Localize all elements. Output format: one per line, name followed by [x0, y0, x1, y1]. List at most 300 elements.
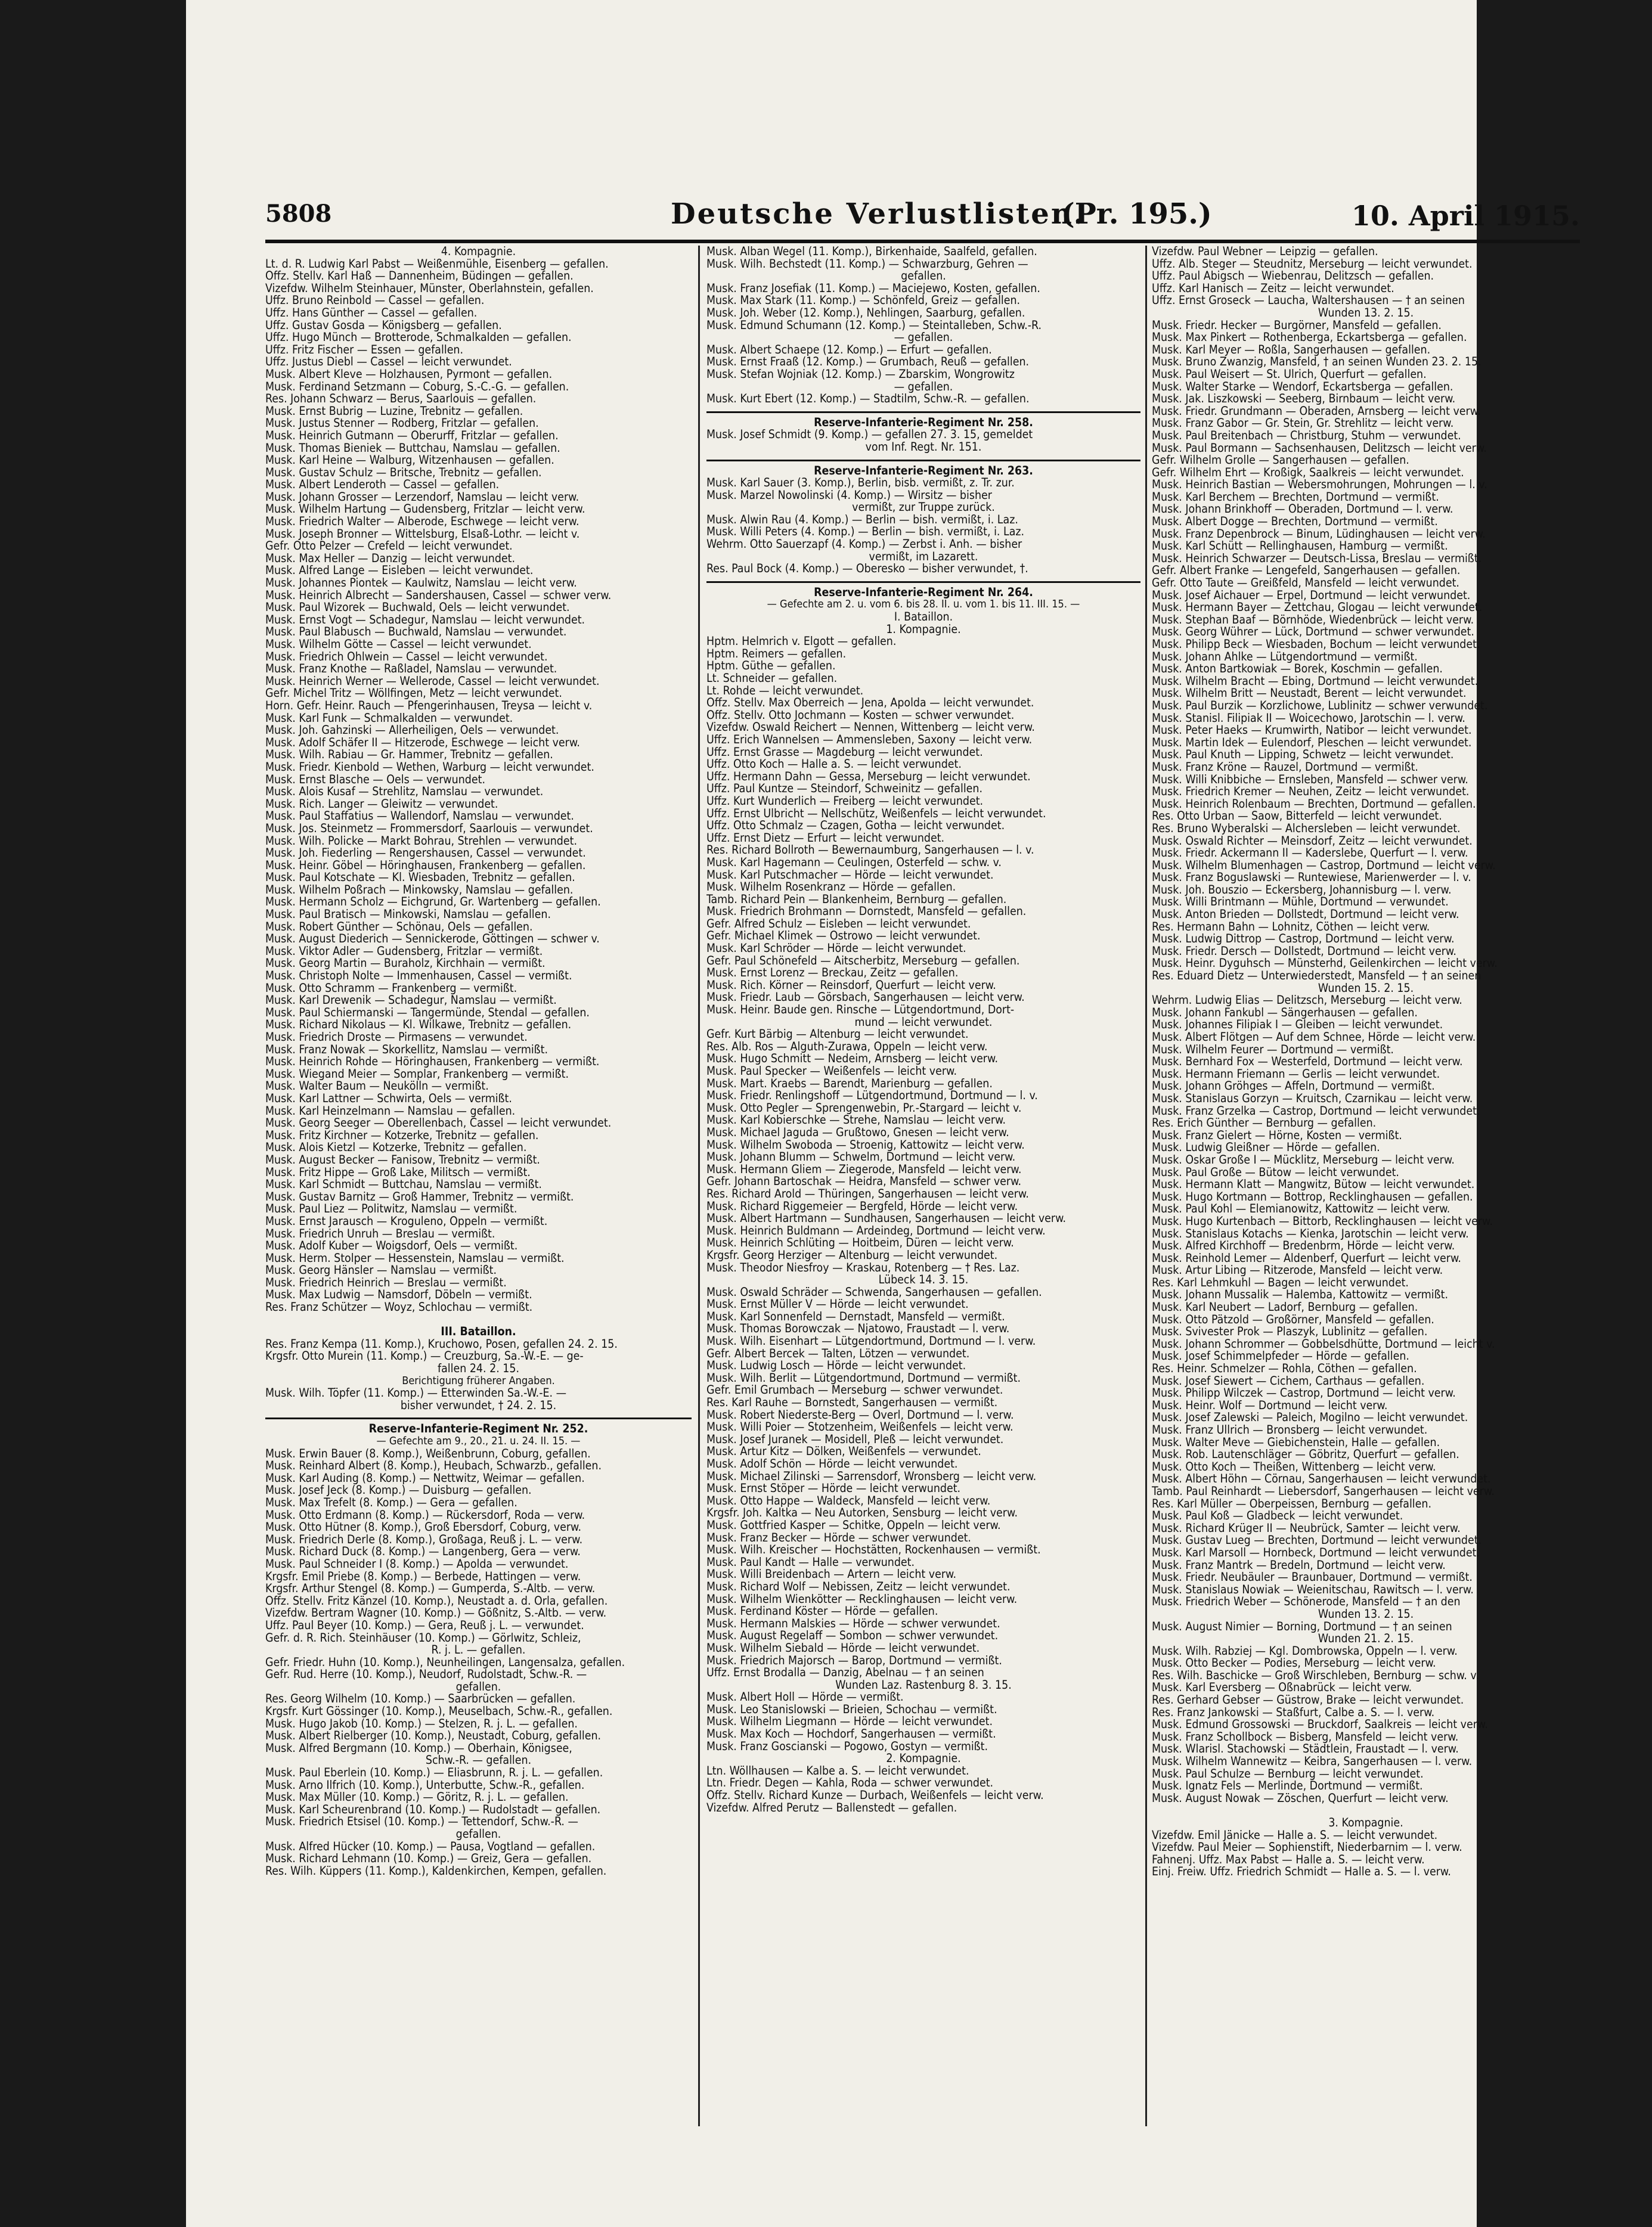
list-line: Musk. August Diederich — Sennickerode, Göttingen — schwer v.	[265, 933, 600, 945]
list-line: Musk. Josef Jeck (8. Komp.) — Duisburg — gefallen.	[265, 1484, 532, 1497]
list-line: Musk. Kurt Ebert (12. Komp.) — Stadtilm, Schw.-R. — gefallen.	[706, 393, 1030, 405]
centered-line: vermißt, im Lazarett.	[869, 550, 978, 563]
list-line: Musk. Arno Ilfrich (10. Komp.), Unterbutte, Schw.-R., gefallen.	[265, 1779, 585, 1792]
list-line: Musk. Ernst Blasche — Oels — verwundet.	[265, 773, 485, 786]
centered-line: gefallen.	[901, 270, 946, 283]
list-line: Musk. Georg Wührer — Lück, Dortmund — schwer verwundet.	[1152, 626, 1474, 638]
centered-line: vermißt, zur Truppe zurück.	[852, 501, 995, 514]
list-line: Musk. Paul Weisert — St. Ulrich, Querfurt — gefallen.	[1152, 368, 1427, 381]
column-1	[265, 246, 692, 2126]
list-line: Musk. Wilh. Bechstedt (11. Komp.) — Schwarzburg, Gehren —	[706, 258, 1028, 271]
list-line: Res. Heinr. Schmelzer — Rohla, Cöthen — gefallen.	[1152, 1363, 1417, 1375]
list-line: Musk. Joh. Bouszio — Eckersberg, Johannisburg — l. verw.	[1152, 883, 1452, 897]
list-line: Musk. Thomas Bieniek — Buttchau, Namslau — gefallen.	[265, 442, 560, 455]
list-line: Musk. Franz Mantrk — Bredeln, Dortmund — leicht verw.	[1152, 1559, 1446, 1572]
list-line: Musk. August Regelaff — Sombon — schwer verwundet.	[706, 1630, 999, 1642]
list-line: Musk. Friedr. Neubäuler — Braunbauer, Dortmund — vermißt.	[1152, 1571, 1473, 1584]
list-line: Musk. Franz Goscianski — Pogowo, Gostyn — vermißt.	[706, 1740, 988, 1753]
list-line: Gefr. Michael Klimek — Ostrowo — leicht verwundet.	[706, 930, 981, 943]
centered-line: vom Inf. Regt. Nr. 151.	[865, 441, 982, 454]
list-line: Uffz. Ernst Ulbricht — Nellschütz, Weißenfels — leicht verwundet.	[706, 807, 1046, 820]
list-line: Musk. Ferdinand Setzmann — Coburg, S.-C.-G. — gefallen.	[265, 380, 569, 393]
centered-line: — gefallen.	[894, 331, 953, 344]
list-line: Musk. Franz Boguslawski — Runtewiese, Marienwerder — l. v.	[1152, 871, 1471, 884]
list-line: Res. Bruno Wyberalski — Alchersleben — leicht verwundet.	[1152, 822, 1461, 835]
list-line: Krgsfr. Georg Herziger — Altenburg — leicht verwundet.	[706, 1249, 998, 1262]
list-line: Musk. Max Koch — Hochdorf, Sangerhausen — vermißt.	[706, 1728, 996, 1741]
list-line: Musk. Mart. Kraebs — Barendt, Marienburg — gefallen.	[706, 1077, 993, 1090]
list-line: Musk. Franz Gielert — Hörne, Kosten — vermißt.	[1152, 1129, 1402, 1142]
section-rule	[265, 1412, 692, 1419]
list-line: Musk. Otto Koch — Theißen, Wittenberg — leicht verw.	[1152, 1460, 1436, 1474]
list-line: Res. Wilh. Baschicke — Groß Wirschleben, Bernburg — schw. v.	[1152, 1669, 1479, 1682]
list-line: Musk. Alfred Kirchhoff — Bredenbrm, Hörde — leicht verw.	[1152, 1240, 1455, 1252]
list-line: Musk. Wlarisl. Stachowski — Städtlein, Fraustadt — l. verw.	[1152, 1743, 1459, 1756]
list-line: Musk. Franz Becker — Hörde — schwer verwundet.	[706, 1531, 971, 1544]
list-line: Musk. Otto Happe — Waldeck, Mansfeld — leicht verw.	[706, 1494, 991, 1508]
list-line: Musk. Wilhelm Swoboda — Stroenig, Kattowitz — leicht verw.	[706, 1139, 1025, 1152]
page-header	[265, 197, 1580, 237]
list-line: Krgsfr. Emil Priebe (8. Komp.) — Berbede, Hattingen — verw.	[265, 1570, 581, 1583]
centered-line: Wunden 15. 2. 15.	[1318, 982, 1414, 995]
list-line: Musk. Max Stark (11. Komp.) — Schönfeld, Greiz — gefallen.	[706, 294, 1021, 307]
list-line: Musk. Johann Schrommer — Gobbelsdhütte, Dortmund — leicht v.	[1152, 1338, 1495, 1351]
list-line: Offz. Stellv. Fritz Känzel (10. Komp.), Neustadt a. d. Orla, gefallen.	[265, 1595, 608, 1608]
list-line: Musk. Paul Burzik — Korzlichowe, Lublinitz — schwer verwundet.	[1152, 699, 1488, 712]
list-line: Musk. Friedrich Walter — Alberode, Eschwege — leicht verw.	[265, 516, 579, 528]
list-line: Gefr. Otto Taute — Greißfeld, Mansfeld — leicht verwundet.	[1152, 577, 1459, 590]
list-line: Uffz. Fritz Fischer — Essen — gefallen.	[265, 343, 464, 356]
list-line: Musk. Otto Pegler — Sprengenwebin, Pr.-Stargard — leicht v.	[706, 1102, 1022, 1115]
list-line: Wehrm. Ludwig Elias — Delitzsch, Merseburg — leicht verw.	[1152, 994, 1462, 1007]
list-line: Musk. Friedrich Majorsch — Barop, Dortmund — vermißt.	[706, 1654, 1002, 1667]
list-line: Musk. Alban Wegel (11. Komp.), Birkenhaide, Saalfeld, gefallen.	[706, 246, 1037, 258]
centered-line: gefallen.	[455, 1828, 501, 1841]
centered-line: I. Bataillon.	[894, 611, 953, 624]
list-line: Res. Richard Bollroth — Bewernaumburg, Sangerhausen — l. v.	[706, 844, 1034, 857]
list-line: Musk. Friedr. Laub — Görsbach, Sangerhausen — leicht verw.	[706, 991, 1025, 1004]
list-line: Krgsfr. Arthur Stengel (8. Komp.) — Gumperda, S.-Altb. — verw.	[265, 1583, 596, 1595]
list-line: Musk. Reinhold Lemer — Aldenberf, Querfurt — leicht verw.	[1152, 1252, 1461, 1265]
list-line: Musk. Franz Gabor — Gr. Stein, Gr. Strehlitz — leicht verw.	[1152, 417, 1454, 430]
list-line: Musk. Wilh. Rabiau — Gr. Hammer, Trebnitz — gefallen.	[265, 749, 553, 761]
list-line: Musk. Paul Schulze — Bernburg — leicht verwundet.	[1152, 1767, 1424, 1781]
list-line: Musk. Karl Kobierschke — Strehe, Namslau — leicht verw.	[706, 1114, 1006, 1127]
list-line: Res. Karl Lehmkuhl — Bagen — leicht verwundet.	[1152, 1276, 1409, 1289]
list-line: Gefr. Albert Franke — Lengefeld, Sangerhausen — gefallen.	[1152, 564, 1461, 578]
list-line: Musk. Paul Eberlein (10. Komp.) — Eliasbrunn, R. j. L. — gefallen.	[265, 1767, 603, 1779]
list-line: Musk. Heinrich Rolenbaum — Brechten, Dortmund — gefallen.	[1152, 798, 1476, 811]
list-line: Musk. Josef Zalewski — Paleich, Mogilno — leicht verwundet.	[1152, 1412, 1468, 1424]
list-line: Musk. Karl Lattner — Schwirta, Oels — vermißt.	[265, 1092, 512, 1105]
list-line: Musk. Friedrich Ohlwein — Cassel — leicht verwundet.	[265, 650, 548, 663]
list-line: Musk. Heinrich Gutmann — Oberurff, Fritzlar — gefallen.	[265, 429, 559, 442]
list-line: Musk. Wilhelm Siebald — Hörde — leicht verwundet.	[706, 1642, 980, 1655]
list-line: Offz. Stellv. Karl Haß — Dannenheim, Büdingen — gefallen.	[265, 270, 574, 283]
list-line: Vizefdw. Bertram Wagner (10. Komp.) — Gößnitz, S.-Altb. — verw.	[265, 1607, 607, 1620]
list-line: Tamb. Richard Pein — Blankenheim, Bernburg — gefallen.	[706, 893, 1007, 906]
list-line: Musk. August Nimier — Borning, Dortmund — † an seinen	[1152, 1620, 1452, 1633]
list-line: Hptm. Güthe — gefallen.	[706, 660, 836, 672]
list-line: Musk. Joseph Bronner — Wittelsburg, Elsaß-Lothr. — leicht v.	[265, 528, 580, 541]
list-line: Musk. Alwin Rau (4. Komp.) — Berlin — bish. vermißt, i. Laz.	[706, 513, 1018, 526]
list-line: Musk. Willi Breidenbach — Artern — leicht verw.	[706, 1568, 957, 1581]
list-line: Musk. Karl Neubert — Ladorf, Bernburg — gefallen.	[1152, 1301, 1418, 1314]
list-line: Musk. Richard Duck (8. Komp.) — Langenberg, Gera — verw.	[265, 1546, 581, 1558]
list-line: Musk. Georg Martin — Buraholz, Kirchhain — vermißt.	[265, 957, 545, 970]
list-line: Uffz. Hermann Dahn — Gessa, Merseburg — leicht verwundet.	[706, 770, 1031, 783]
list-line: Musk. Jos. Steinmetz — Frommersdorf, Saarlouis — verwundet.	[265, 822, 593, 835]
centered-line: Lübeck 14. 3. 15.	[878, 1274, 969, 1286]
list-line: Musk. Heinrich Schlüting — Hoitbeim, Düren — leicht verw.	[706, 1237, 1014, 1249]
list-line: Musk. Erwin Bauer (8. Komp.), Weißenbrunn, Coburg, gefallen.	[265, 1447, 591, 1460]
section-subheading: Berichtigung früherer Angaben.	[402, 1375, 555, 1387]
list-line: Musk. Hugo Schmitt — Nedeim, Arnsberg — leicht verw.	[706, 1053, 998, 1065]
list-line: Musk. Alfred Lange — Eisleben — leicht verwundet.	[265, 564, 534, 578]
list-line: Musk. Heinrich Rohde — Höringhausen, Frankenberg — vermißt.	[265, 1056, 600, 1068]
column-2	[706, 246, 1140, 2126]
list-line: Musk. Christoph Nolte — Immenhausen, Cassel — vermißt.	[265, 970, 572, 982]
list-line: Musk. Paul Kandt — Halle — verwundet.	[706, 1556, 915, 1569]
list-line: Gefr. Friedr. Huhn (10. Komp.), Neunheilingen, Langensalza, gefallen.	[265, 1656, 625, 1669]
list-line: Musk. Philipp Wilczek — Castrop, Dortmund — leicht verw.	[1152, 1387, 1456, 1400]
list-line: Musk. Leo Stanislowski — Brieien, Schochau — vermißt.	[706, 1703, 997, 1716]
list-line: Musk. Johann Ahlke — Lütgendortmund — vermißt.	[1152, 650, 1418, 663]
list-line: Musk. Theodor Niesfroy — Kraskau, Rotenberg — † Res. Laz.	[706, 1261, 1020, 1274]
list-line: Musk. Johann Blumm — Schwelm, Dortmund — leicht verw.	[706, 1151, 1016, 1164]
list-line: Lt. d. R. Ludwig Karl Pabst — Weißenmühle, Eisenberg — gefallen.	[265, 258, 609, 271]
list-line: Musk. Georg Seeger — Oberellenbach, Cassel — leicht verwundet.	[265, 1117, 612, 1130]
list-line: Musk. Karl Hagemann — Ceulingen, Osterfeld — schw. v.	[706, 856, 1002, 869]
list-line: Musk. Richard Wolf — Nebissen, Zeitz — leicht verwundet.	[706, 1580, 1011, 1593]
list-line: Musk. Hermann Klatt — Mangwitz, Bütow — leicht verwundet.	[1152, 1178, 1475, 1191]
list-line: Ltn. Wöllhausen — Kalbe a. S. — leicht verwundet.	[706, 1764, 969, 1778]
list-line: Vizefdw. Alfred Perutz — Ballenstedt — gefallen.	[706, 1801, 957, 1815]
list-line: Musk. Karl Sauer (3. Komp.), Berlin, bisb. vermißt, z. Tr. zur.	[706, 477, 1015, 489]
list-line: Musk. Stanisl. Filipiak II — Woicechowo, Jarotschin — l. verw.	[1152, 712, 1465, 725]
list-line: Musk. Rich. Körner — Reinsdorf, Querfurt — leicht verw.	[706, 979, 996, 992]
list-line: Musk. Willi Knibbiche — Ernsleben, Mansfeld — schwer verw.	[1152, 773, 1468, 786]
list-line: Uffz. Hans Günther — Cassel — gefallen.	[265, 306, 478, 320]
list-line: Ltn. Friedr. Degen — Kahla, Roda — schwer verwundet.	[706, 1777, 994, 1790]
list-line: Musk. Reinhard Albert (8. Komp.), Heubach, Schwarzb., gefallen.	[265, 1460, 602, 1472]
list-line: Gefr. Paul Schönefeld — Aitscherbitz, Merseburg — gefallen.	[706, 954, 1020, 967]
list-line: Musk. Wilhelm Blumenhagen — Castrop, Dortmund — leicht verw.	[1152, 859, 1496, 872]
list-line: Musk. Karl Meyer — Roßla, Sangerhausen — gefallen.	[1152, 343, 1431, 356]
list-line: Musk. Karl Schmidt — Buttchau, Namslau — vermißt.	[265, 1178, 542, 1191]
list-line: Musk. Johann Grosser — Lerzendorf, Namslau — leicht verw.	[265, 491, 579, 504]
issue-date: 10. April 1915.	[1351, 200, 1580, 232]
list-line: Musk. Ernst Lorenz — Breckau, Zeitz — gefallen.	[706, 967, 959, 979]
list-line: Lt. Rohde — leicht verwundet.	[706, 684, 864, 697]
list-line: Musk. Paul Große — Bütow — leicht verwundet.	[1152, 1166, 1399, 1179]
list-line: Musk. Philipp Beck — Wiesbaden, Bochum — leicht verwundet.	[1152, 638, 1480, 651]
centered-line: Wunden Laz. Rastenburg 8. 3. 15.	[835, 1679, 1012, 1692]
list-line: Musk. Wilh. Policke — Markt Bohrau, Strehlen — verwundet.	[265, 835, 577, 848]
list-line: Musk. Friedrich Derle (8. Komp.), Großaga, Reuß j. L. — verw.	[265, 1533, 583, 1546]
centered-line: — gefallen.	[894, 380, 953, 393]
list-line: Musk. Franz Grzelka — Castrop, Dortmund — leicht verwundet.	[1152, 1105, 1480, 1118]
list-line: Musk. Otto Erdmann (8. Komp.) — Rückersdorf, Roda — verw.	[265, 1509, 585, 1522]
list-line: Musk. Paul Koß — Gladbeck — leicht verwundet.	[1152, 1510, 1403, 1522]
list-line: Uffz. Ernst Dietz — Erfurt — leicht verwundet.	[706, 832, 945, 845]
list-line: Musk. Paul Bormann — Sachsenhausen, Delitzsch — leicht verw.	[1152, 442, 1487, 455]
list-line: Musk. Max Trefelt (8. Komp.) — Gera — gefallen.	[265, 1496, 517, 1509]
list-line: Musk. Franz Ullrich — Bronsberg — leicht verwundet.	[1152, 1424, 1428, 1437]
list-line: Musk. Wilhelm Poßrach — Minkowsky, Namslau — gefallen.	[265, 883, 574, 897]
list-line: Musk. Edmund Schumann (12. Komp.) — Steintalleben, Schw.-R.	[706, 319, 1042, 332]
spacer	[1152, 1804, 1580, 1817]
list-line: Musk. Robert Niederste-Berg — Overl, Dortmund — l. verw.	[706, 1409, 1014, 1422]
centered-line: Wunden 13. 2. 15.	[1318, 1608, 1414, 1621]
list-line: Res. Johann Schwarz — Berus, Saarlouis — gefallen.	[265, 393, 537, 405]
list-line: Gefr. Otto Pelzer — Crefeld — leicht verwundet.	[265, 540, 513, 553]
list-line: Musk. Heinrich Buldmann — Ardeindeg, Dortmund — leicht verw.	[706, 1224, 1046, 1237]
list-line: Offz. Stellv. Otto Jochmann — Kosten — schwer verwundet.	[706, 709, 1015, 722]
list-line: Musk. Stephan Baaf — Börnhöde, Wiedenbrück — leicht verw.	[1152, 613, 1474, 626]
centered-line: 2. Kompagnie.	[886, 1753, 961, 1765]
list-line: Res. Franz Schützer — Woyz, Schlochau — vermißt.	[265, 1301, 533, 1314]
section-subheading: — Gefechte am 2. u. vom 6. bis 28. II. u. vom 1. bis 11. III. 15. —	[767, 598, 1080, 611]
list-line: Musk. Albert Höhn — Cörnau, Sangerhausen — leicht verwundet.	[1152, 1473, 1491, 1485]
list-line: Res. Georg Wilhelm (10. Komp.) — Saarbrücken — gefallen.	[265, 1693, 576, 1706]
list-line: Musk. Viktor Adler — Gudensberg, Fritzlar — vermißt.	[265, 945, 543, 958]
list-line: Musk. Heinrich Werner — Wellerode, Cassel — leicht verwundet.	[265, 675, 600, 688]
list-line: Musk. Michael Jaguda — Grußtowo, Gnesen — leicht verw.	[706, 1126, 1009, 1139]
list-line: Musk. Josef Schimmelpfeder — Hörde — gefallen.	[1152, 1350, 1409, 1363]
list-line: Musk. Willi Poier — Stotzenheim, Weißenfels — leicht verw.	[706, 1421, 1013, 1434]
list-line: Musk. Friedrich Unruh — Breslau — vermißt.	[265, 1227, 495, 1240]
publication-title: Deutsche Verlustlisten.	[671, 197, 1086, 231]
list-line: Musk. Karl Auding (8. Komp.) — Nettwitz, Weimar — gefallen.	[265, 1472, 585, 1485]
list-line: Uffz. Bruno Reinbold — Cassel — gefallen.	[265, 294, 485, 307]
list-line: Uffz. Ernst Groseck — Laucha, Waltershausen — † an seinen	[1152, 294, 1465, 307]
list-line: Musk. Karl Funk — Schmalkalden — verwundet.	[265, 712, 513, 725]
list-line: Uffz. Erich Wannelsen — Ammensleben, Saxony — leicht verw.	[706, 733, 1033, 746]
list-line: Lt. Schneider — gefallen.	[706, 672, 838, 685]
list-line: Musk. Wilh. Kreischer — Hochstätten, Rockenhausen — vermißt.	[706, 1544, 1041, 1556]
header-rule	[265, 240, 1580, 243]
column-divider	[1145, 246, 1147, 2126]
list-line: Musk. Oswald Schräder — Schwenda, Sangerhausen — gefallen.	[706, 1286, 1042, 1299]
list-line: Musk. Peter Haeks — Krumwirth, Natibor — leicht verwundet.	[1152, 724, 1472, 737]
list-line: Gefr. Rud. Herre (10. Komp.), Neudorf, Rudolstadt, Schw.-R. —	[265, 1668, 587, 1681]
list-line: Musk. Paul Blabusch — Buchwald, Namslau — verwundet.	[265, 626, 567, 638]
list-line: Musk. Heinrich Albrecht — Sandershausen, Cassel — schwer verw.	[265, 589, 612, 602]
list-line: Uffz. Justus Diebl — Cassel — leicht verwundet.	[265, 356, 512, 368]
column-3	[1152, 246, 1580, 2126]
list-line: Musk. Heinrich Schwarzer — Deutsch-Lissa, Breslau — vermißt.	[1152, 552, 1482, 565]
list-line: Musk. Walter Baum — Neukölln — vermißt.	[265, 1080, 489, 1093]
centered-line: gefallen.	[455, 1680, 501, 1693]
list-line: Musk. Anton Bartkowiak — Borek, Koschmin — gefallen.	[1152, 663, 1443, 675]
centered-line: 1. Kompagnie.	[886, 623, 961, 636]
list-line: Musk. Albert Hartmann — Sundhausen, Sangerhausen — leicht verw.	[706, 1212, 1067, 1225]
list-line: Musk. Fritz Hippe — Groß Lake, Militsch — vermißt.	[265, 1166, 531, 1179]
list-line: Res. Richard Arold — Thüringen, Sangerhausen — leicht verw.	[706, 1187, 1029, 1201]
list-line: Musk. Johannes Piontek — Kaulwitz, Namslau — leicht verw.	[265, 577, 577, 590]
list-line: Musk. Otto Schramm — Frankenberg — vermißt.	[265, 982, 517, 995]
list-line: Musk. Ernst Jarausch — Kroguleno, Oppeln — vermißt.	[265, 1215, 548, 1228]
list-line: Musk. Wiegand Meier — Somplar, Frankenberg — vermißt.	[265, 1068, 569, 1081]
list-line: Offz. Stellv. Richard Kunze — Durbach, Weißenfels — leicht verw.	[706, 1789, 1044, 1802]
list-line: Musk. Paul Schneider I (8. Komp.) — Apolda — verwundet.	[265, 1558, 569, 1571]
column-divider	[698, 246, 700, 2126]
list-line: Musk. Alfred Bergmann (10. Komp.) — Oberhain, Königsee,	[265, 1742, 572, 1755]
list-line: Musk. Johann Gröhges — Affeln, Dortmund — vermißt.	[1152, 1080, 1435, 1093]
section-rule	[706, 575, 1140, 583]
list-line: Musk. Wilhelm Britt — Neustadt, Berent — leicht verwundet.	[1152, 687, 1467, 700]
list-line: Musk. Friedrich Droste — Pirmasens — verwundet.	[265, 1031, 528, 1044]
list-line: Fahnenj. Uffz. Max Pabst — Halle a. S. — leicht verw.	[1152, 1853, 1425, 1866]
list-line: Musk. Friedrich Kremer — Neuhen, Zeitz — leicht verwundet.	[1152, 786, 1470, 798]
list-line: Musk. Max Pinkert — Rothenberga, Eckartsberga — gefallen.	[1152, 331, 1467, 344]
list-line: Uffz. Otto Koch — Halle a. S. — leicht verwundet.	[706, 758, 962, 771]
list-line: Musk. Johann Fankubl — Sängerhausen — gefallen.	[1152, 1006, 1418, 1019]
list-line: Musk. Albert Dogge — Brechten, Dortmund — vermißt.	[1152, 516, 1438, 528]
list-line: Musk. Gustav Barnitz — Groß Hammer, Trebnitz — vermißt.	[265, 1190, 574, 1204]
list-line: Musk. Richard Lehmann (10. Komp.) — Greiz, Gera — gefallen.	[265, 1853, 592, 1865]
list-line: Musk. Jak. Liszkowski — Seeberg, Birnbaum — leicht verw.	[1152, 393, 1456, 405]
list-line: Musk. Johann Mussalik — Halemba, Kattowitz — vermißt.	[1152, 1289, 1448, 1302]
list-line: Musk. Max Heller — Danzig — leicht verwundet.	[265, 552, 516, 565]
list-line: Gefr. Albert Bercek — Talten, Lötzen — verwundet.	[706, 1347, 970, 1360]
centered-line: bisher verwundet, † 24. 2. 15.	[400, 1399, 557, 1412]
list-line: Musk. Friedrich Etsisel (10. Komp.) — Tettendorf, Schw.-R. —	[265, 1816, 578, 1828]
list-line: Musk. Paul Schiermanski — Tangermünde, Stendal — gefallen.	[265, 1006, 590, 1019]
list-line: Musk. Paul Bratisch — Minkowski, Namslau — gefallen.	[265, 908, 551, 921]
list-line: Musk. Paul Wizorek — Buchwald, Oels — leicht verwundet.	[265, 601, 570, 614]
list-line: Gefr. Alfred Schulz — Eisleben — leicht verwundet.	[706, 917, 971, 930]
list-line: Gefr. Wilhelm Ehrt — Kroßigk, Saalkreis — leicht verwundet.	[1152, 466, 1464, 479]
list-line: Musk. Joh. Gahzinski — Allerheiligen, Oels — verwundet.	[265, 724, 559, 737]
list-line: Musk. Hugo Kurtenbach — Bittorb, Recklinghausen — leicht verw.	[1152, 1215, 1493, 1228]
list-line: Musk. Wilhelm Liegmann — Hörde — leicht verwundet.	[706, 1716, 993, 1729]
list-line: Musk. Martin Idek — Eulendorf, Pleschen — leicht verwundet.	[1152, 736, 1472, 749]
list-line: Musk. Friedrich Brohmann — Dornstedt, Mansfeld — gefallen.	[706, 905, 1027, 918]
list-line: Musk. Rob. Lautenschläger — Göbritz, Querfurt — gefallen.	[1152, 1449, 1459, 1461]
list-line: Musk. Franz Kröne — Rauzel, Dortmund — vermißt.	[1152, 761, 1418, 774]
list-line: Musk. Hugo Kortmann — Bottrop, Recklinghausen — gefallen.	[1152, 1190, 1473, 1204]
list-line: Musk. Anton Brieden — Dollstedt, Dortmund — leicht verw.	[1152, 908, 1459, 921]
list-line: Musk. Ludwig Dittrop — Castrop, Dortmund — leicht verw.	[1152, 933, 1455, 945]
list-line: Res. Gerhard Gebser — Güstrow, Brake — leicht verwundet.	[1152, 1694, 1464, 1707]
list-line: Musk. Richard Nikolaus — Kl. Wilkawe, Trebnitz — gefallen.	[265, 1019, 572, 1031]
list-line: Krgsfr. Joh. Kaltka — Neu Autorken, Sensburg — leicht verw.	[706, 1507, 1018, 1519]
list-line: Musk. Wilh. Berlit — Lütgendortmund, Dortmund — vermißt.	[706, 1372, 1021, 1385]
section-subheading: — Gefechte am 9., 20., 21. u. 24. II. 15. —	[376, 1435, 581, 1447]
section-heading: Reserve-Infanterie-Regiment Nr. 252.	[368, 1423, 588, 1435]
list-line: Musk. Justus Stenner — Rodberg, Fritzlar — gefallen.	[265, 417, 539, 430]
list-line: Musk. Ernst Müller V — Hörde — leicht verwundet.	[706, 1298, 969, 1311]
list-line: Musk. Friedr. Grundmann — Oberaden, Arnsberg — leicht verw.	[1152, 405, 1481, 418]
list-line: Musk. Wilhelm Feurer — Dortmund — vermißt.	[1152, 1043, 1394, 1056]
list-line: Musk. Josef Siewert — Cichem, Carthaus — gefallen.	[1152, 1375, 1425, 1388]
centered-line: R. j. L. — gefallen.	[431, 1644, 526, 1657]
list-line: Musk. Karl Schütt — Rellinghausen, Hamburg — vermißt.	[1152, 540, 1448, 553]
list-line: Gefr. Michel Tritz — Wöllfingen, Metz — leicht verwundet.	[265, 687, 562, 700]
centered-line: Wunden 13. 2. 15.	[1318, 306, 1414, 320]
list-line: Res. Karl Müller — Oberpeissen, Bernburg — gefallen.	[1152, 1497, 1431, 1510]
list-line: Musk. Stanislaus Gorzyn — Kruitsch, Czarnikau — leicht verw.	[1152, 1092, 1473, 1105]
list-line: Uffz. Paul Beyer (10. Komp.) — Gera, Reuß j. L. — verwundet.	[265, 1619, 584, 1632]
list-line: Musk. Otto Pätzold — Großörner, Mansfeld — gefallen.	[1152, 1313, 1434, 1326]
list-line: Uffz. Otto Schmalz — Czagen, Gotha — leicht verwundet.	[706, 820, 1005, 832]
list-line: Musk. Albert Rielberger (10. Komp.), Neustadt, Coburg, gefallen.	[265, 1730, 602, 1742]
list-line: Musk. Adolf Kuber — Woigsdorf, Oels — vermißt.	[265, 1240, 518, 1252]
list-line: Musk. Wilhelm Götte — Cassel — leicht verwundet.	[265, 638, 532, 651]
list-line: Musk. Robert Günther — Schönau, Oels — gefallen.	[265, 920, 533, 933]
list-line: Musk. Thomas Borowczak — Njatowo, Fraustadt — l. verw.	[706, 1323, 1010, 1336]
list-line: Musk. Heinr. Dyguhsch — Münsterhd, Geilenkirchen — leicht verw.	[1152, 957, 1498, 970]
list-line: Musk. Ferdinand Köster — Hörde — gefallen.	[706, 1605, 938, 1618]
list-line: Musk. Gustav Schulz — Britsche, Trebnitz — gefallen.	[265, 466, 542, 479]
list-line: Musk. Otto Becker — Podies, Merseburg — leicht verw.	[1152, 1657, 1436, 1670]
list-line: Musk. Karl Heinzelmann — Namslau — gefallen.	[265, 1105, 516, 1118]
list-line: Musk. Josef Schmidt (9. Komp.) — gefallen 27. 3. 15, gemeldet	[706, 429, 1033, 441]
list-line: Res. Paul Bock (4. Komp.) — Oberesko — bisher verwundet, †.	[706, 563, 1028, 575]
list-line: Krgsfr. Otto Murein (11. Komp.) — Creuzburg, Sa.-W.-E. — ge-	[265, 1350, 584, 1363]
list-line: Hptm. Reimers — gefallen.	[706, 647, 847, 660]
list-line: Musk. Alois Kietzl — Kotzerke, Trebnitz — gefallen.	[265, 1142, 527, 1154]
list-line: Musk. Willi Brintmann — Mühle, Dortmund — verwundet.	[1152, 896, 1449, 909]
centered-line: fallen 24. 2. 15.	[437, 1363, 520, 1375]
centered-line: Wunden 21. 2. 15.	[1318, 1633, 1414, 1645]
list-line: Musk. Richard Krüger II — Neubrück, Samter — leicht verw.	[1152, 1522, 1461, 1535]
list-line: Musk. Karl Sonnenfeld — Dernstadt, Mansfeld — vermißt.	[706, 1310, 1005, 1323]
list-line: Res. Franz Kempa (11. Komp.), Kruchowo, Posen, gefallen 24. 2. 15.	[265, 1338, 618, 1351]
section-heading: Reserve-Infanterie-Regiment Nr. 264.	[814, 586, 1033, 599]
list-line: Musk. Karl Schröder — Hörde — leicht verwundet.	[706, 942, 966, 955]
list-line: Gefr. Kurt Bärbig — Altenburg — leicht verwundet.	[706, 1028, 969, 1041]
list-line: Vizefdw. Wilhelm Steinhauer, Münster, Oberlahnstein, gefallen.	[265, 282, 594, 295]
list-line: Musk. Oskar Große I — Mücklitz, Merseburg — leicht verw.	[1152, 1153, 1455, 1167]
list-line: Musk. Karl Heine — Walburg, Witzenhausen — gefallen.	[265, 454, 554, 467]
list-line: Gefr. Emil Grumbach — Merseburg — schwer verwundet.	[706, 1384, 1003, 1397]
list-line: Musk. Karl Drewenik — Schadegur, Namslau — vermißt.	[265, 994, 557, 1007]
section-heading: Reserve-Infanterie-Regiment Nr. 258.	[814, 416, 1033, 429]
list-line: Musk. Josef Aichauer — Erpel, Dortmund — leicht verwundet.	[1152, 589, 1471, 602]
list-line: Musk. Karl Putschmacher — Hörde — leicht verwundet.	[706, 869, 994, 882]
section-rule	[706, 405, 1140, 413]
list-line: Musk. Friedrich Heinrich — Breslau — vermißt.	[265, 1276, 507, 1289]
list-line: Musk. Walter Meve — Giebichenstein, Halle — gefallen.	[1152, 1436, 1440, 1449]
list-line: Musk. Karl Marsoll — Hornbeck, Dortmund — leicht verwundet.	[1152, 1546, 1480, 1559]
list-line: Musk. Stefan Wojniak (12. Komp.) — Zbarskim, Wongrowitz	[706, 368, 1015, 381]
issue-number: (Pr. 195.)	[1061, 197, 1212, 231]
list-line: Musk. Albert Schaepe (12. Komp.) — Erfurt — gefallen.	[706, 343, 992, 356]
list-line: Uffz. Alb. Steger — Steudnitz, Merseburg — leicht verwundet.	[1152, 258, 1473, 271]
list-line: Musk. Bruno Zwanzig, Mansfeld, † an seinen Wunden 23. 2. 15.	[1152, 356, 1481, 368]
list-line: Musk. Heinr. Baude gen. Rinsche — Lütgendortmund, Dort-	[706, 1004, 1015, 1016]
list-line: Musk. Wilh. Eisenhart — Lütgendortmund, Dortmund — l. verw.	[706, 1335, 1036, 1348]
centered-line: 3. Kompagnie.	[1328, 1817, 1403, 1829]
list-line: Vizefdw. Oswald Reichert — Nennen, Wittenberg — leicht verw.	[706, 721, 1035, 734]
list-line: Einj. Freiw. Uffz. Friedrich Schmidt — Halle a. S. — l. verw.	[1152, 1866, 1451, 1878]
list-line: Musk. Wilhelm Hartung — Gudensberg, Fritzlar — leicht verw.	[265, 503, 585, 516]
list-line: Musk. Ernst Fraaß (12. Komp.) — Grumbach, Reuß — gefallen.	[706, 356, 1030, 368]
list-line: Musk. Albert Holl — Hörde — vermißt.	[706, 1691, 904, 1704]
list-line: Musk. Richard Riggemeier — Bergfeld, Hörde — leicht verw.	[706, 1200, 1018, 1213]
list-line: Musk. Paul Staffatius — Wallendorf, Namslau — verwundet.	[265, 810, 574, 823]
list-line: Musk. Max Müller (10. Komp.) — Göritz, R. j. L. — gefallen.	[265, 1791, 569, 1804]
list-line: Musk. Willi Peters (4. Komp.) — Berlin — bish. vermißt, i. Laz.	[706, 526, 1025, 539]
list-line: Musk. Hermann Friemann — Gerlis — leicht verwundet.	[1152, 1068, 1440, 1081]
list-line: Musk. Josef Juranek — Mosidell, Pleß — leicht verwundet.	[706, 1433, 1004, 1446]
list-line: Musk. Svivester Prok — Plaszyk, Lublinitz — gefallen.	[1152, 1326, 1428, 1338]
list-line: Musk. Paul Kohl — Elemianowitz, Kattowitz — leicht verw.	[1152, 1203, 1450, 1215]
list-line: Musk. Rich. Langer — Gleiwitz — verwundet.	[265, 798, 498, 811]
